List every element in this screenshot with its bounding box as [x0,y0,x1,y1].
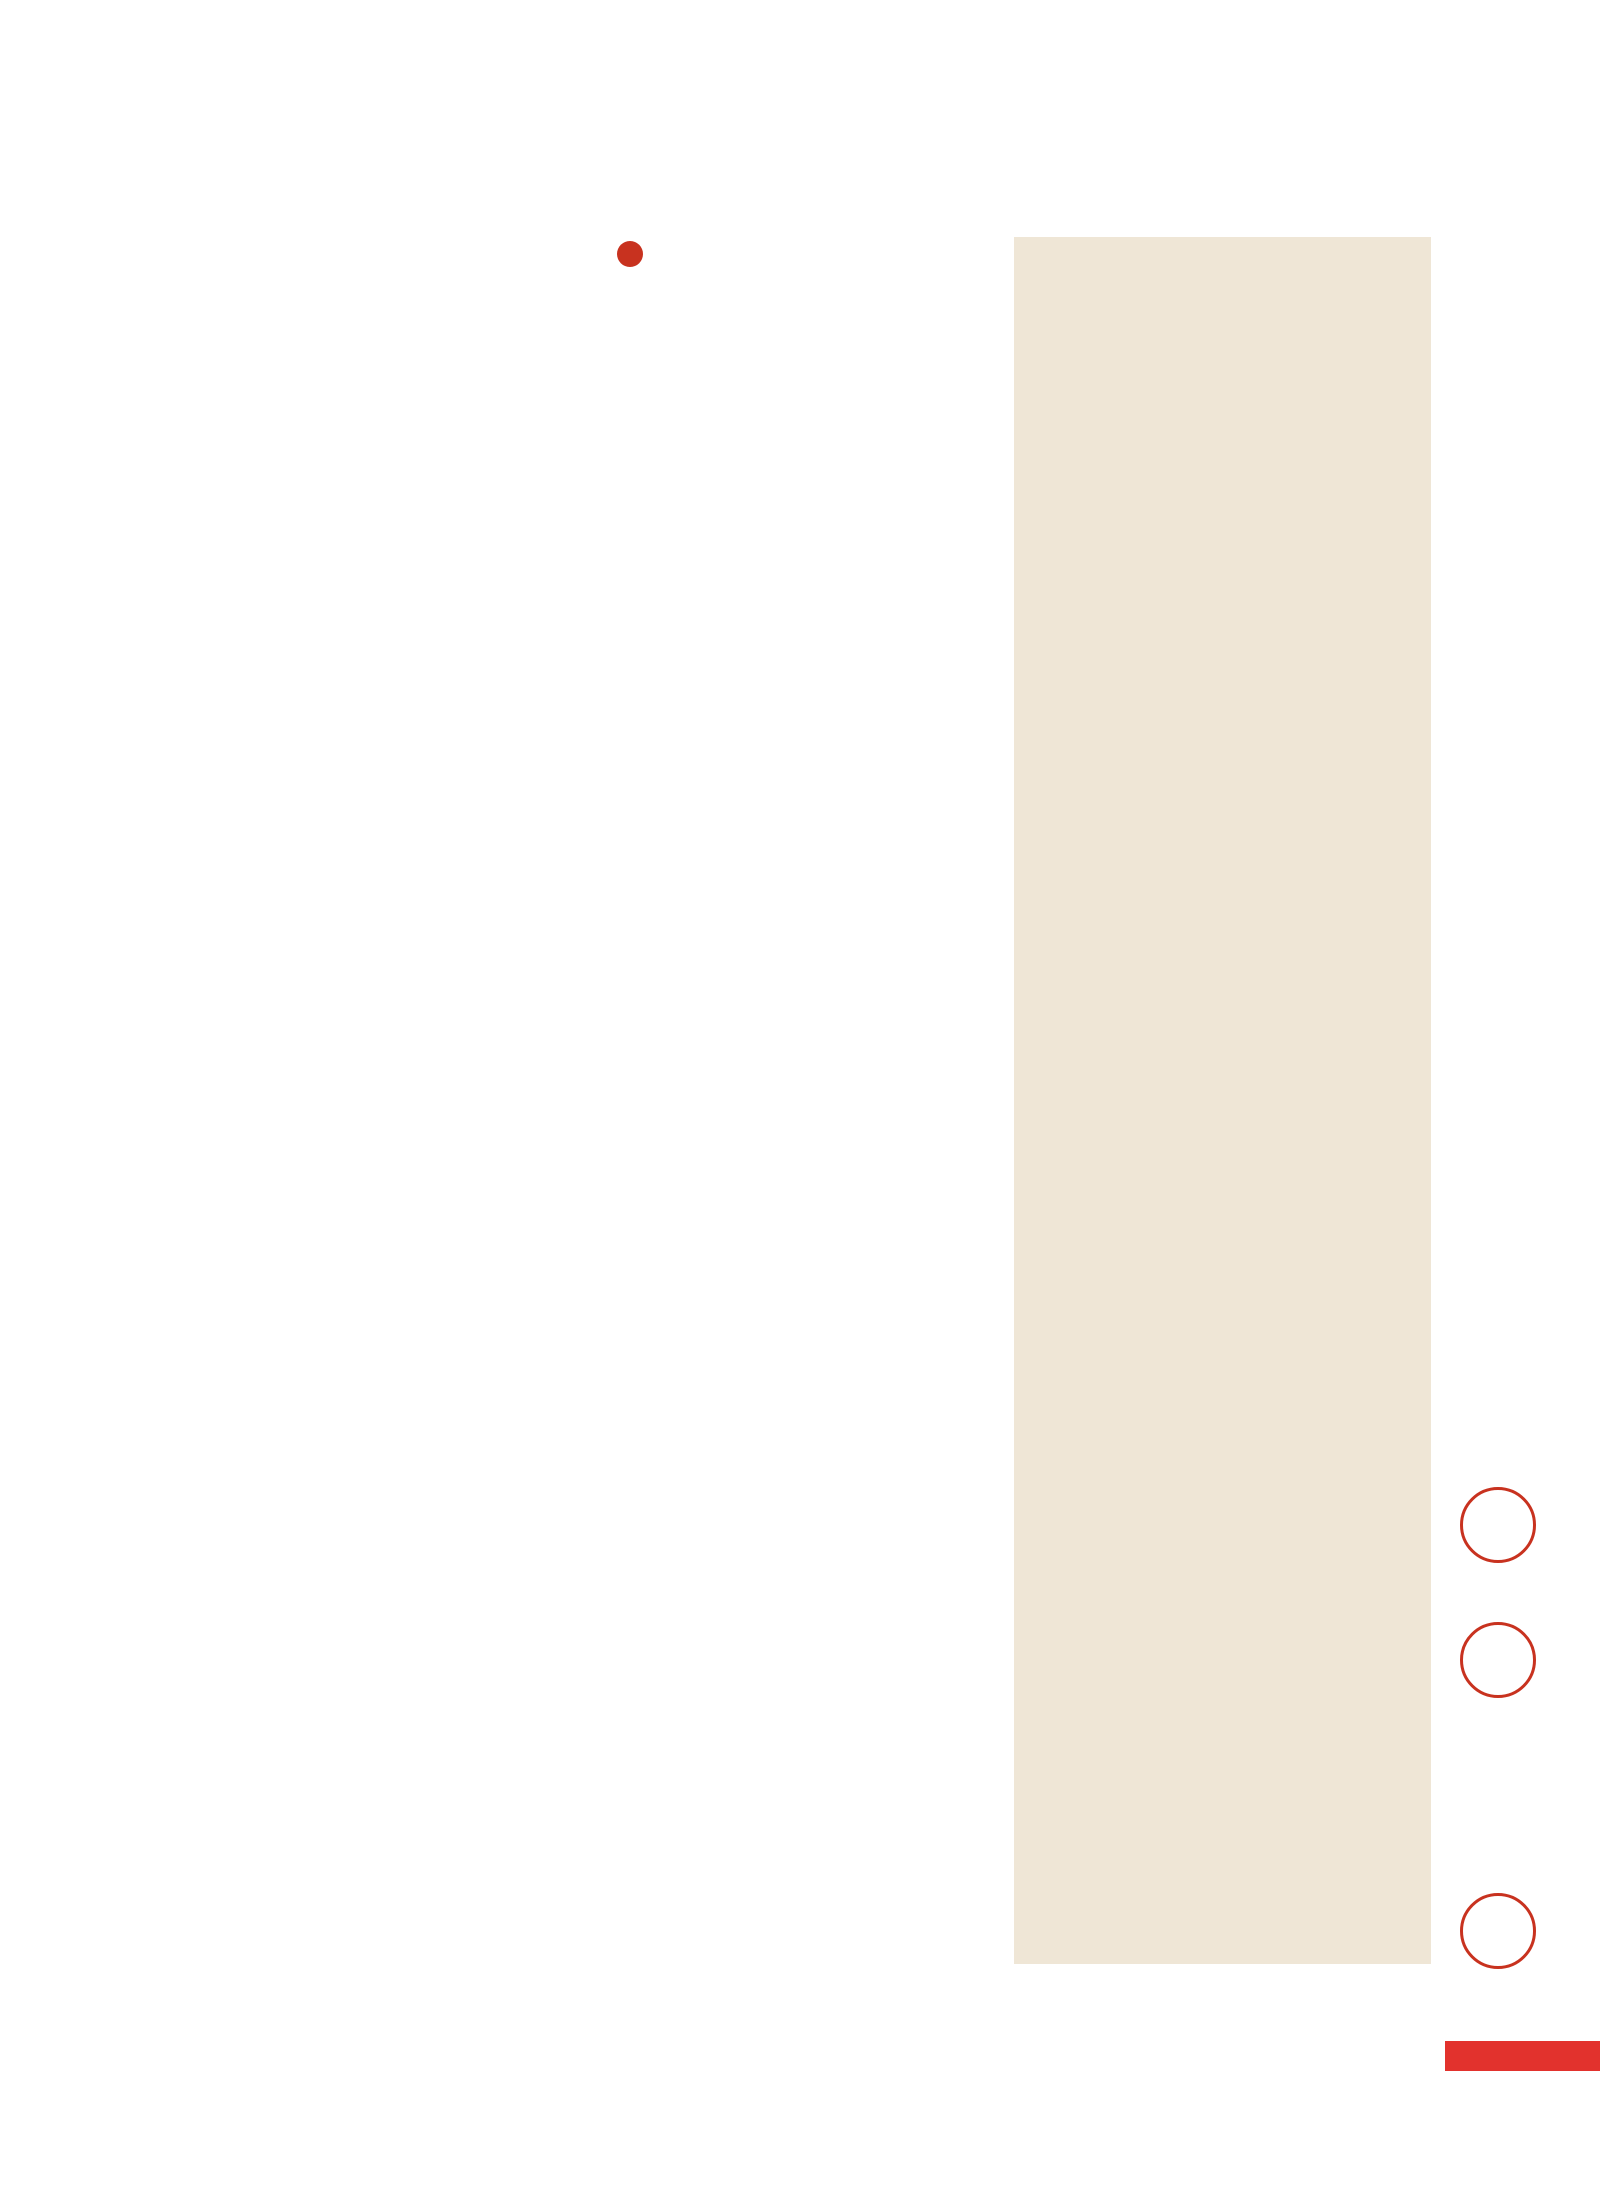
page-number-bar [1445,2041,1600,2071]
sidebar-quotes-box [1014,237,1431,1964]
column-name-badge [1460,1487,1536,1563]
article-column-2 [562,228,984,284]
article-closing-paragraph [562,228,984,284]
end-of-article-mark-icon [617,241,643,267]
column-name-badge [1460,1893,1536,1969]
column-name-badge [1460,1622,1536,1698]
